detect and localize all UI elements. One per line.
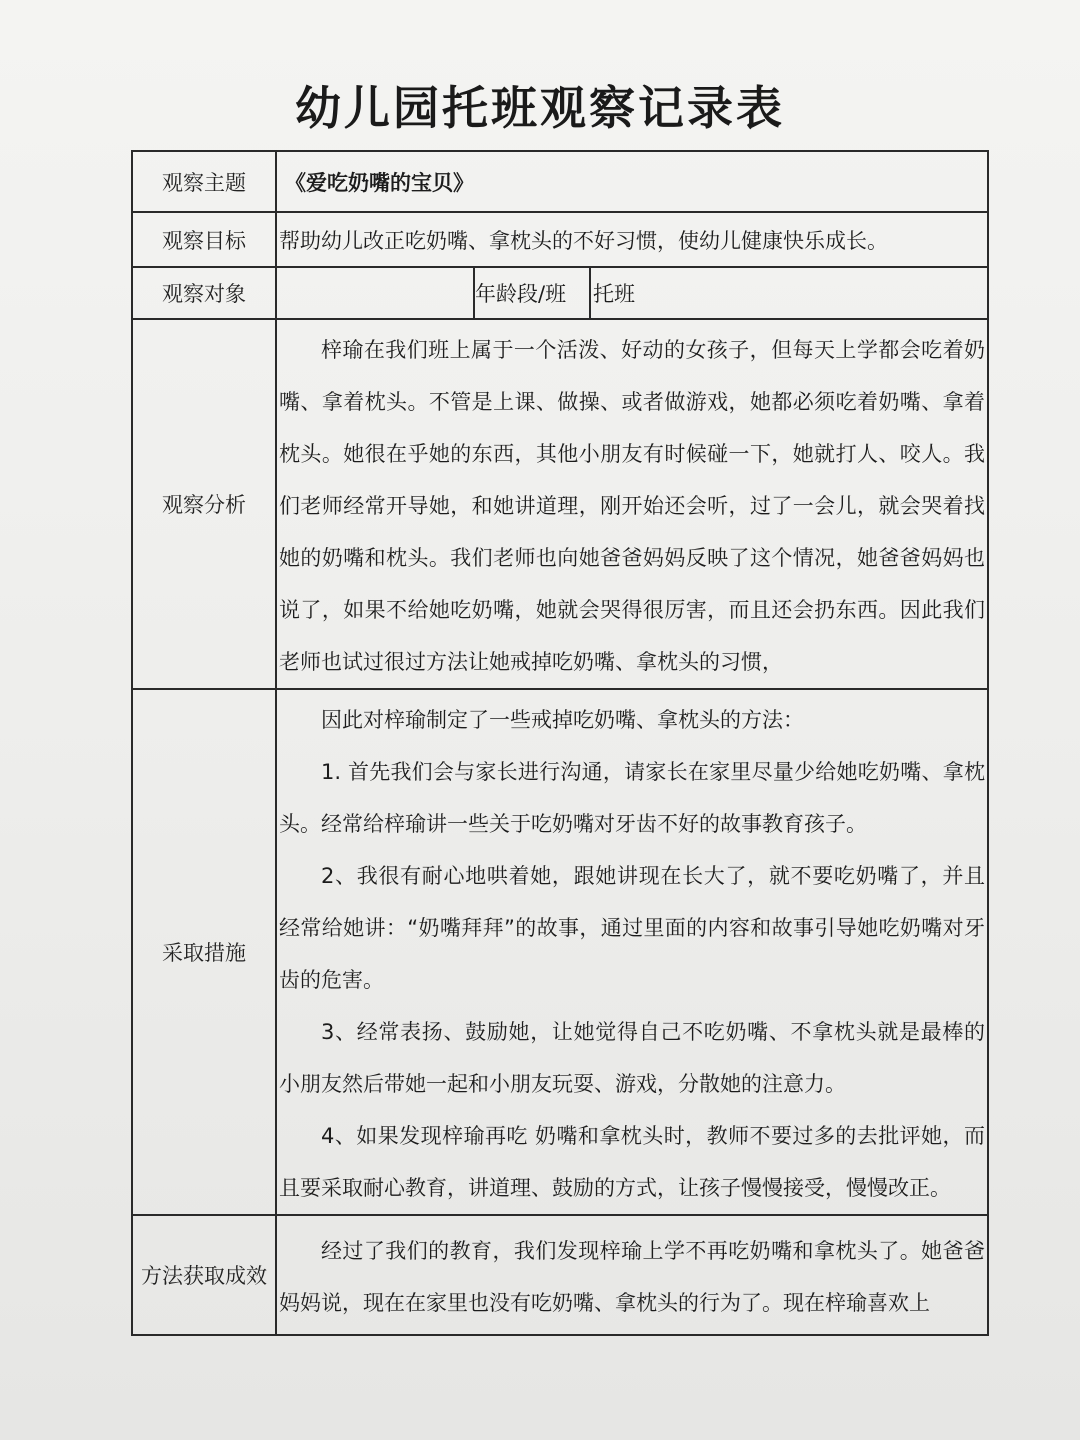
analysis-content	[276, 319, 988, 689]
measures-item-4: 4、如果发现梓瑜再吃 奶嘴和拿枕头时，教师不要过多的去批评她，而且要采取耐心教育，讲道理、鼓励的方式，让孩子慢慢接受，慢慢改正。	[279, 1124, 986, 1200]
measures-item-3: 3、经常表扬、鼓励她，让她觉得自己不吃奶嘴、不拿枕头就是最棒的小朋友然后带她一起和小朋友玩耍、游戏，分散她的注意力。	[279, 1020, 986, 1096]
measures-label: 采取措施	[132, 689, 276, 1215]
measures-item-1: 1. 首先我们会与家长进行沟通，请家长在家里尽量少给她吃奶嘴、拿枕头。经常给梓瑜讲一些关于吃奶嘴对牙齿不好的故事教育孩子。	[279, 760, 986, 836]
measures-content	[276, 689, 988, 1215]
measures-row	[132, 689, 988, 1215]
goal-value: 帮助幼儿改正吃奶嘴、拿枕头的不好习惯，使幼儿健康快乐成长。	[279, 228, 888, 253]
observation-record-table	[131, 150, 989, 1336]
analysis-paragraph: 梓瑜在我们班上属于一个活泼、好动的女孩子，但每天上学都会吃着奶嘴、拿着枕头。不管是上课、做操、或者做游戏，她都必须吃着奶嘴、拿着枕头。她很在乎她的东西，其他小朋友有时候碰一下，她就打人、咬人。我们老师经常开导她，和她讲道理，刚开始还会听，过了一会儿，就会哭着找她的奶嘴和枕头。我们老师也向她爸爸妈妈反映了这个情况，她爸爸妈妈也说了，如果不给她吃奶嘴，她就会哭得很厉害，而且还会扔东西。因此我们老师也试过很过方法让她戒掉吃奶嘴、拿枕头的习惯，	[279, 338, 986, 674]
theme-label: 观察主题	[132, 151, 276, 212]
subject-label: 观察对象	[132, 267, 276, 319]
subject-row	[132, 267, 988, 319]
results-row	[132, 1215, 988, 1335]
measures-item-2: 2、我很有耐心地哄着她，跟她讲现在长大了，就不要吃奶嘴了，并且经常给她讲：“奶嘴拜拜”的故事，通过里面的内容和故事引导她吃奶嘴对牙齿的危害。	[279, 864, 986, 992]
analysis-label: 观察分析	[132, 319, 276, 689]
subject-value	[276, 267, 474, 319]
age-group-value: 托班	[590, 267, 988, 319]
analysis-row	[132, 319, 988, 689]
theme-value-cell	[276, 151, 988, 212]
goal-label: 观察目标	[132, 212, 276, 267]
theme-value: 《爱吃奶嘴的宝贝》	[285, 170, 474, 195]
measures-intro: 因此对梓瑜制定了一些戒掉吃奶嘴、拿枕头的方法：	[321, 708, 804, 732]
goal-row	[132, 212, 988, 267]
results-content	[276, 1215, 988, 1335]
age-group-label: 年龄段/班	[474, 267, 590, 319]
results-label: 方法获取成效	[132, 1215, 276, 1335]
results-paragraph: 经过了我们的教育，我们发现梓瑜上学不再吃奶嘴和拿枕头了。她爸爸妈妈说，现在在家里也没有吃奶嘴、拿枕头的行为了。现在梓瑜喜欢上	[279, 1239, 986, 1315]
theme-row	[132, 151, 988, 212]
goal-value-cell	[276, 212, 988, 267]
page-title: 幼儿园托班观察记录表	[295, 81, 785, 135]
